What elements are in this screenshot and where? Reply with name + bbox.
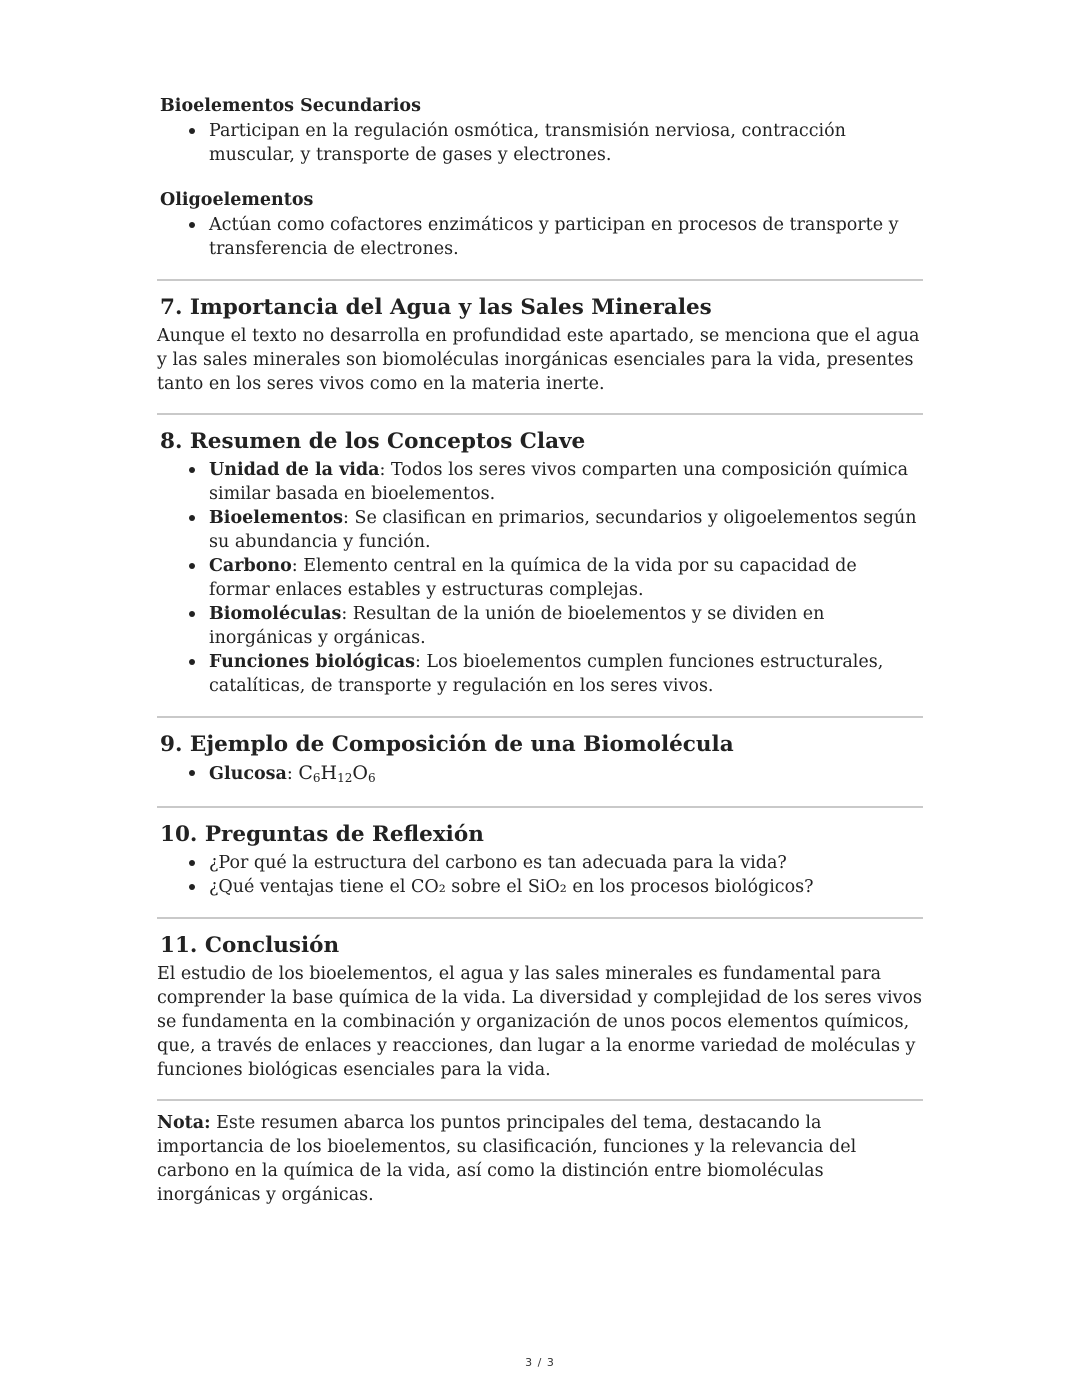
list-item: Participan en la regulación osmótica, transmisión nerviosa, contracción muscular, y transporte de gases y electrones. (209, 119, 923, 167)
definition: : Todos los seres vivos comparten una composición química similar basada en bioelementos. (209, 460, 909, 504)
list-preguntas (157, 851, 923, 899)
list-item (209, 761, 923, 790)
list-item: ¿Por qué la estructura del carbono es tan adecuada para la vida? (209, 851, 923, 875)
section-divider (157, 716, 923, 718)
section-divider (157, 279, 923, 281)
note-paragraph (157, 1111, 923, 1207)
subheading-oligoelementos: Oligoelementos (160, 190, 314, 210)
list-item (209, 458, 923, 506)
term: Funciones biológicas (209, 652, 415, 672)
definition: : Elemento central en la química de la vida por su capacidad de formar enlaces estables y estructuras complejas. (209, 556, 857, 600)
definition: : Se clasifican en primarios, secundarios y oligoelementos según su abundancia y función. (209, 508, 917, 552)
section-divider (157, 806, 923, 808)
section-title-9: 9. Ejemplo de Composición de una Biomolécula (160, 732, 734, 757)
list-conceptos-clave (157, 458, 923, 698)
section-body-11: El estudio de los bioelementos, el agua y las sales minerales es fundamental para comprender la base química de la vida. La diversidad y complejidad de los seres vivos se fundamenta en la combinación y organización de unos pocos elementos químicos, que, a través de enlaces y reacciones, dan lugar a la enorme variedad de moléculas y funciones biológicas esenciales para la vida. (157, 964, 923, 1080)
subheading-secundarios: Bioelementos Secundarios (160, 96, 421, 116)
term: Carbono (209, 556, 292, 576)
list-ejemplo (157, 761, 923, 790)
term: Glucosa (209, 764, 287, 784)
term: Bioelementos (209, 508, 344, 528)
note-text: Este resumen abarca los puntos principales del tema, destacando la importancia de los bioelementos, su clasificación, funciones y la relevancia del carbono en la química de la vida, así como la distinción entre biomoléculas inorgánicas y orgánicas. (157, 1113, 857, 1205)
section-title-11: 11. Conclusión (160, 933, 340, 958)
glucose-formula: $C_6H_{12}O_6$ (298, 762, 376, 785)
section-title-10: 10. Preguntas de Reflexión (160, 822, 484, 847)
section-title-8: 8. Resumen de los Conceptos Clave (160, 429, 586, 454)
list-oligoelementos (157, 213, 923, 261)
section-divider (157, 917, 923, 919)
term: Biomoléculas (209, 604, 342, 624)
document-page (157, 93, 923, 1207)
list-item: Actúan como cofactores enzimáticos y participan en procesos de transporte y transferencia de electrones. (209, 213, 923, 261)
list-item (209, 602, 923, 650)
list-item (209, 506, 923, 554)
section-divider (157, 1099, 923, 1101)
section-body-7: Aunque el texto no desarrolla en profundidad este apartado, se menciona que el agua y las sales minerales son biomoléculas inorgánicas esenciales para la vida, presentes tanto en los seres vivos como en la materia inerte. (157, 326, 920, 394)
note-label: Nota: (157, 1113, 211, 1133)
section-divider (157, 413, 923, 415)
list-item: ¿Qué ventajas tiene el CO₂ sobre el SiO₂ en los procesos biológicos? (209, 875, 923, 899)
section-title-7: 7. Importancia del Agua y las Sales Minerales (160, 295, 712, 320)
definition: : Resultan de la unión de bioelementos y se dividen en inorgánicas y orgánicas. (209, 604, 825, 648)
definition: : Los bioelementos cumplen funciones estructurales, catalíticas, de transporte y regulación en los seres vivos. (209, 652, 884, 696)
list-item (209, 650, 923, 698)
separator: : (286, 764, 299, 784)
list-item (209, 554, 923, 602)
term: Unidad de la vida (209, 460, 380, 480)
list-secundarios (157, 119, 923, 167)
page-number: 3 / 3 (525, 1356, 555, 1369)
